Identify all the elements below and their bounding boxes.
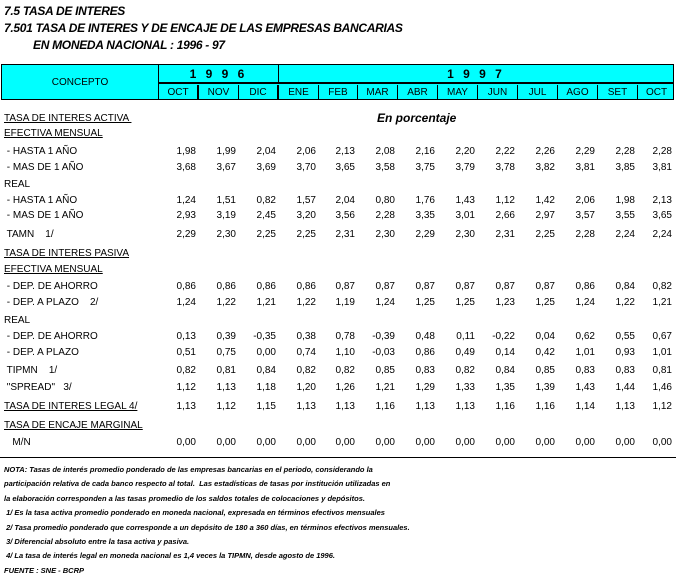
- row-label: - MAS DE 1 AÑO: [4, 162, 84, 173]
- cell-value: 1,42: [535, 195, 555, 206]
- cell-value: 3,78: [495, 162, 515, 173]
- cell-value: 0,86: [575, 281, 595, 292]
- cell-value: 1,14: [575, 401, 595, 412]
- cell-value: 0,83: [415, 365, 435, 376]
- month-header: OCT: [645, 86, 668, 98]
- cell-value: 1,16: [495, 401, 515, 412]
- footnote: NOTA: Tasas de interés promedio ponderado de las empresas bancarias en el periodo, considerando la: [4, 465, 373, 474]
- footnote: la elaboración corresponden a las tasas promedio de los saldos totales de colocaciones y depósitos.: [4, 493, 365, 503]
- row-label: - HASTA 1 AÑO: [4, 195, 78, 206]
- cell-value: 1,16: [375, 401, 395, 412]
- cell-value: 2,29: [176, 229, 196, 240]
- cell-value: 0,81: [216, 365, 236, 376]
- cell-value: 1,12: [495, 195, 515, 206]
- cell-value: 1,13: [176, 401, 196, 412]
- cell-value: -0,22: [492, 331, 515, 342]
- cell-value: 1,35: [495, 382, 515, 393]
- row-label: M/N: [4, 437, 31, 448]
- cell-value: 1,44: [615, 382, 635, 393]
- cell-value: 2,22: [495, 146, 515, 157]
- unit-label: En porcentaje: [377, 111, 457, 125]
- cell-value: 1,22: [296, 297, 316, 308]
- cell-value: 2,25: [256, 229, 276, 240]
- cell-value: 0,82: [296, 365, 316, 376]
- table-row: [0, 264, 676, 278]
- table-header: [1, 64, 674, 100]
- cell-value: 1,22: [615, 297, 635, 308]
- cell-value: 0,85: [375, 365, 395, 376]
- footnote: 4/ La tasa de interés legal en moneda nacional es 1,4 veces la TIPMN, desde agosto de 1996.: [4, 551, 335, 561]
- cell-value: 2,04: [256, 146, 276, 157]
- row-label: REAL: [4, 315, 31, 326]
- cell-value: 0,00: [176, 437, 196, 448]
- cell-value: 1,23: [495, 297, 515, 308]
- cell-value: 2,28: [375, 210, 395, 221]
- cell-value: 2,30: [375, 229, 395, 240]
- cell-value: 2,24: [615, 229, 635, 240]
- cell-value: 3,19: [216, 210, 236, 221]
- cell-value: -0,35: [253, 331, 276, 342]
- row-label: - DEP. DE AHORRO: [4, 331, 98, 342]
- cell-value: 0,82: [455, 365, 475, 376]
- year-1997-header: 1 9 9 7: [279, 65, 673, 84]
- cell-value: 2,04: [335, 195, 355, 206]
- cell-value: 0,51: [176, 347, 196, 358]
- cell-value: 0,42: [535, 347, 555, 358]
- cell-value: 0,00: [575, 437, 595, 448]
- cell-value: 3,67: [216, 162, 236, 173]
- cell-value: 0,86: [176, 281, 196, 292]
- row-label: - HASTA 1 AÑO: [4, 146, 78, 157]
- cell-value: 1,26: [335, 382, 355, 393]
- table-title: 7.501 TASA DE INTERES Y DE ENCAJE DE LAS EMPRESAS BANCARIAS: [4, 21, 403, 35]
- cell-value: 1,39: [535, 382, 555, 393]
- cell-value: 2,66: [495, 210, 515, 221]
- cell-value: 2,30: [455, 229, 475, 240]
- table-row: [0, 146, 676, 160]
- month-header: FEB: [319, 85, 358, 99]
- row-label: TASA DE INTERES ACTIVA: [4, 113, 132, 124]
- cell-value: 0,75: [216, 347, 236, 358]
- cell-value: 3,55: [615, 210, 635, 221]
- month-header: JUN: [478, 85, 518, 99]
- cell-value: 0,86: [216, 281, 236, 292]
- cell-value: 2,29: [575, 146, 595, 157]
- table-row: [0, 347, 676, 361]
- cell-value: 0,00: [256, 347, 276, 358]
- table-row: [0, 210, 676, 224]
- cell-value: 0,87: [415, 281, 435, 292]
- cell-value: 0,74: [296, 347, 316, 358]
- cell-value: 1,25: [455, 297, 475, 308]
- cell-value: 0,00: [652, 437, 672, 448]
- cell-value: 2,29: [415, 229, 435, 240]
- table-row: [0, 281, 676, 295]
- cell-value: 0,39: [216, 331, 236, 342]
- cell-value: 3,70: [296, 162, 316, 173]
- cell-value: 1,19: [335, 297, 355, 308]
- table-row: [0, 179, 676, 193]
- cell-value: 0,84: [495, 365, 515, 376]
- cell-value: 0,87: [375, 281, 395, 292]
- row-label: EFECTIVA MENSUAL: [4, 264, 103, 275]
- row-label: TASA DE ENCAJE MARGINAL: [4, 420, 143, 431]
- cell-value: 2,31: [495, 229, 515, 240]
- cell-value: 2,93: [176, 210, 196, 221]
- cell-value: 2,26: [535, 146, 555, 157]
- cell-value: 1,24: [176, 297, 196, 308]
- cell-value: 1,43: [575, 382, 595, 393]
- cell-value: 0,00: [455, 437, 475, 448]
- cell-value: 2,45: [256, 210, 276, 221]
- cell-value: 0,00: [615, 437, 635, 448]
- cell-value: 0,83: [615, 365, 635, 376]
- cell-value: 3,35: [415, 210, 435, 221]
- cell-value: 0,87: [455, 281, 475, 292]
- cell-value: 2,06: [296, 146, 316, 157]
- cell-value: 0,82: [335, 365, 355, 376]
- cell-value: 0,49: [455, 347, 475, 358]
- cell-value: 3,57: [575, 210, 595, 221]
- cell-value: 2,28: [652, 146, 672, 157]
- cell-value: 0,82: [256, 195, 276, 206]
- table-row: [0, 382, 676, 396]
- row-label: - DEP. A PLAZO 2/: [4, 297, 99, 308]
- cell-value: 1,51: [216, 195, 236, 206]
- cell-value: -0,03: [372, 347, 395, 358]
- cell-value: 0,00: [216, 437, 236, 448]
- cell-value: 0,00: [296, 437, 316, 448]
- cell-value: 0,04: [535, 331, 555, 342]
- cell-value: 1,12: [652, 401, 672, 412]
- cell-value: 3,75: [415, 162, 435, 173]
- cell-value: 0,86: [256, 281, 276, 292]
- cell-value: 0,00: [335, 437, 355, 448]
- row-label: - MAS DE 1 AÑO: [4, 210, 84, 221]
- footnote: 2/ Tasa promedio ponderado que corresponde a un depósito de 180 a 360 días, en términos efectivos mensuales.: [4, 522, 410, 532]
- cell-value: 2,08: [375, 146, 395, 157]
- cell-value: 0,82: [652, 281, 672, 292]
- table-row: [0, 162, 676, 176]
- cell-value: 2,97: [535, 210, 555, 221]
- cell-value: 1,33: [455, 382, 475, 393]
- cell-value: 2,31: [335, 229, 355, 240]
- cell-value: 1,13: [415, 401, 435, 412]
- row-label: TIPMN 1/: [4, 365, 58, 376]
- cell-value: 1,24: [575, 297, 595, 308]
- cell-value: 0,62: [575, 331, 595, 342]
- row-label: - DEP. A PLAZO: [4, 347, 79, 358]
- cell-value: 0,38: [296, 331, 316, 342]
- cell-value: 1,29: [415, 382, 435, 393]
- cell-value: 2,13: [652, 195, 672, 206]
- cell-value: 2,16: [415, 146, 435, 157]
- cell-value: 0,84: [615, 281, 635, 292]
- cell-value: 1,46: [652, 382, 672, 393]
- cell-value: 1,76: [415, 195, 435, 206]
- month-header: DIC: [239, 85, 279, 99]
- cell-value: 1,98: [176, 146, 196, 157]
- cell-value: 1,13: [615, 401, 635, 412]
- table-row: [0, 195, 676, 209]
- cell-value: 3,58: [375, 162, 395, 173]
- cell-value: 1,13: [335, 401, 355, 412]
- cell-value: 0,87: [535, 281, 555, 292]
- cell-value: 0,84: [256, 365, 276, 376]
- table-row: [0, 113, 676, 127]
- cell-value: 2,30: [216, 229, 236, 240]
- table-row: [0, 128, 676, 142]
- cell-value: 0,93: [615, 347, 635, 358]
- month-header: MAY: [438, 85, 478, 99]
- cell-value: 2,24: [652, 229, 672, 240]
- row-label: TASA DE INTERES PASIVA: [4, 248, 130, 259]
- cell-value: 0,13: [176, 331, 196, 342]
- month-header: JUL: [518, 85, 558, 99]
- cell-value: 0,82: [176, 365, 196, 376]
- cell-value: 2,25: [535, 229, 555, 240]
- row-label: "SPREAD" 3/: [4, 382, 72, 393]
- cell-value: 1,12: [216, 401, 236, 412]
- row-label: EFECTIVA MENSUAL: [4, 128, 103, 139]
- cell-value: 3,79: [455, 162, 475, 173]
- table-row: [0, 229, 676, 243]
- cell-value: 0,81: [652, 365, 672, 376]
- footnote: 1/ Es la tasa activa promedio ponderado en moneda nacional, expresada en términos efectivos mensuales: [4, 508, 385, 518]
- cell-value: 1,24: [375, 297, 395, 308]
- month-header: AGO: [558, 85, 598, 99]
- year-1996-header: 1 9 9 6: [159, 65, 279, 84]
- cell-value: 0,14: [495, 347, 515, 358]
- cell-value: 1,98: [615, 195, 635, 206]
- cell-value: 0,83: [575, 365, 595, 376]
- cell-value: 0,00: [415, 437, 435, 448]
- cell-value: 1,13: [455, 401, 475, 412]
- cell-value: 1,21: [256, 297, 276, 308]
- table-subtitle: EN MONEDA NACIONAL : 1996 - 97: [33, 38, 225, 52]
- concept-header: CONCEPTO: [2, 65, 159, 99]
- cell-value: 0,86: [415, 347, 435, 358]
- cell-value: 3,81: [575, 162, 595, 173]
- cell-value: 0,85: [535, 365, 555, 376]
- cell-value: 1,22: [216, 297, 236, 308]
- footnote: 3/ Diferencial absoluto entre la tasa activa y pasiva.: [4, 537, 190, 546]
- cell-value: -0,39: [372, 331, 395, 342]
- cell-value: 3,65: [335, 162, 355, 173]
- cell-value: 3,82: [535, 162, 555, 173]
- cell-value: 1,16: [535, 401, 555, 412]
- table-row: [0, 315, 676, 329]
- month-header: SET: [598, 85, 638, 99]
- cell-value: 3,68: [176, 162, 196, 173]
- cell-value: 3,01: [455, 210, 475, 221]
- cell-value: 1,21: [652, 297, 672, 308]
- cell-value: 0,00: [375, 437, 395, 448]
- month-header: NOV: [199, 85, 239, 99]
- cell-value: 1,21: [375, 382, 395, 393]
- cell-value: 3,69: [256, 162, 276, 173]
- cell-value: 1,01: [575, 347, 595, 358]
- cell-value: 2,06: [575, 195, 595, 206]
- cell-value: 2,13: [335, 146, 355, 157]
- table-row: [0, 331, 676, 345]
- cell-value: 2,28: [575, 229, 595, 240]
- table-row: [0, 437, 676, 451]
- cell-value: 1,99: [216, 146, 236, 157]
- table-row: [0, 401, 676, 415]
- cell-value: 0,00: [535, 437, 555, 448]
- month-header: OCT: [159, 85, 199, 99]
- month-header: ABR: [398, 85, 438, 99]
- cell-value: 3,65: [652, 210, 672, 221]
- month-header: ENE: [279, 85, 319, 99]
- cell-value: 1,43: [455, 195, 475, 206]
- cell-value: 0,87: [335, 281, 355, 292]
- cell-value: 1,10: [335, 347, 355, 358]
- cell-value: 1,12: [176, 382, 196, 393]
- row-label: - DEP. DE AHORRO: [4, 281, 98, 292]
- table-row: [0, 365, 676, 379]
- row-label: REAL: [4, 179, 31, 190]
- cell-value: 1,25: [415, 297, 435, 308]
- cell-value: 1,13: [296, 401, 316, 412]
- month-header: MAR: [358, 85, 398, 99]
- cell-value: 2,28: [615, 146, 635, 157]
- cell-value: 1,15: [256, 401, 276, 412]
- cell-value: 1,01: [652, 347, 672, 358]
- cell-value: 0,55: [615, 331, 635, 342]
- cell-value: 2,25: [296, 229, 316, 240]
- cell-value: 0,48: [415, 331, 435, 342]
- cell-value: 1,25: [535, 297, 555, 308]
- table-row: [0, 420, 676, 434]
- table-row: [0, 297, 676, 311]
- cell-value: 0,86: [296, 281, 316, 292]
- cell-value: 1,13: [216, 382, 236, 393]
- table-bottom-rule: [0, 457, 676, 458]
- cell-value: 0,00: [495, 437, 515, 448]
- source-note: FUENTE : SNE - BCRP: [4, 565, 85, 575]
- cell-value: 1,20: [296, 382, 316, 393]
- table-row: [0, 248, 676, 262]
- section-title: 7.5 TASA DE INTERES: [4, 4, 125, 18]
- row-label: TAMN 1/: [4, 229, 54, 240]
- cell-value: 0,67: [652, 331, 672, 342]
- cell-value: 1,24: [176, 195, 196, 206]
- footnote: participación relativa de cada banco respecto al total. Las estadísticas de tasas por institución utilizadas en: [4, 479, 391, 489]
- cell-value: 1,57: [296, 195, 316, 206]
- cell-value: 3,85: [615, 162, 635, 173]
- cell-value: 0,00: [256, 437, 276, 448]
- row-label: TASA DE INTERES LEGAL 4/: [4, 401, 138, 412]
- cell-value: 0,78: [335, 331, 355, 342]
- cell-value: 2,20: [455, 146, 475, 157]
- cell-value: 0,80: [375, 195, 395, 206]
- cell-value: 3,81: [652, 162, 672, 173]
- cell-value: 3,20: [296, 210, 316, 221]
- cell-value: 0,11: [456, 331, 475, 342]
- cell-value: 0,87: [495, 281, 515, 292]
- cell-value: 1,18: [256, 382, 276, 393]
- cell-value: 3,56: [335, 210, 355, 221]
